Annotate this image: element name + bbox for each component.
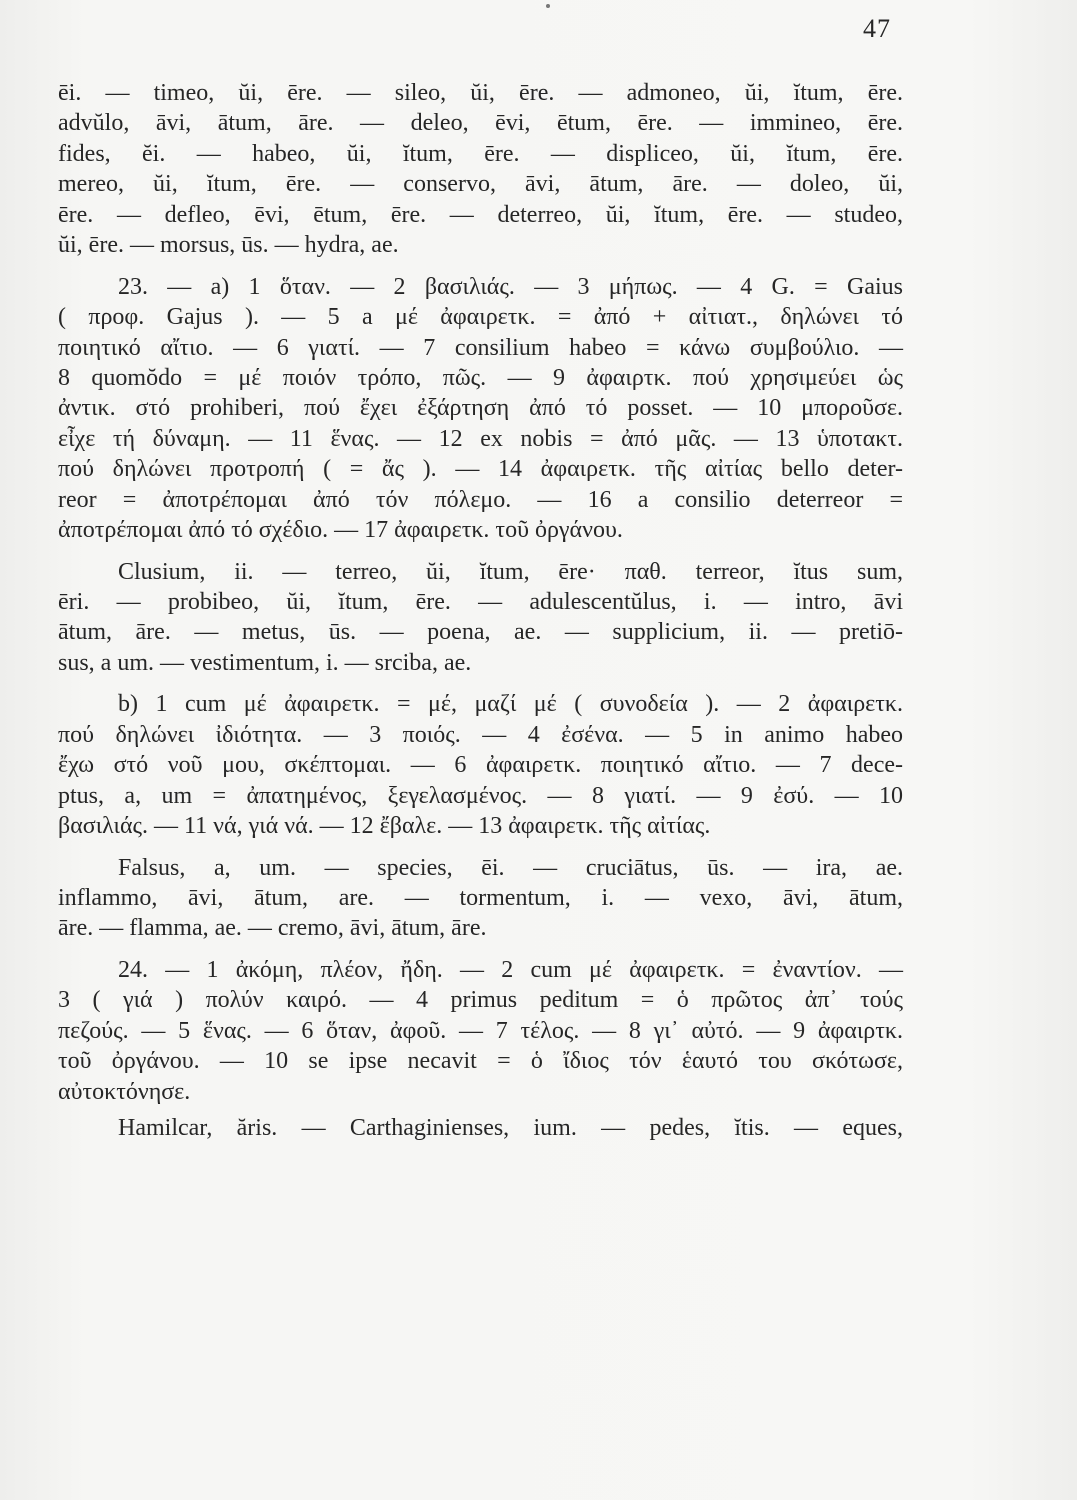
page-body	[58, 78, 903, 1143]
text-line: mereo, ŭi, ĭtum, ēre. — conservo, āvi, ātum, āre. — doleo, ŭi,	[58, 171, 903, 198]
text-line: 24. — 1 ἀκόμη, πλέον, ἤδη. — 2 cum μέ ἀφαιρετκ. = ἐναντίον. —	[118, 956, 903, 983]
text-line: ēi. — timeo, ŭi, ēre. — sileo, ŭi, ēre. — admoneo, ŭi, ĭtum, ēre.	[58, 80, 903, 106]
text-line: ποιητικό αἴτιο. — 6 γιατί. — 7 consilium habeo = κάνω συμβούλιο. —	[58, 334, 903, 361]
text-line: ēre. — defleo, ēvi, ētum, ēre. — deterreo, ŭi, ĭtum, ēre. — studeo,	[58, 201, 903, 228]
text-line: πού δηλώνει προτροπή ( = ἄς ). — 14 ἀφαιρετκ. τῆς αἰτίας bello deter-	[58, 456, 903, 483]
text-line: ἔχω στό νοῦ μου, σκέπτομαι. — 6 ἀφαιρετκ. ποιητικό αἴτιο. — 7 dece-	[58, 752, 903, 779]
paragraph-vocabulary-23b	[58, 853, 903, 944]
paragraph-notes-24	[58, 955, 903, 1107]
text-line: 23. — a) 1 ὅταν. — 2 βασιλιάς. — 3 μήπως. — 4 G. = Gaius	[118, 273, 903, 300]
page-number: 47	[863, 14, 891, 43]
paragraph-vocabulary-22	[58, 78, 903, 261]
paragraph-notes-23a	[58, 272, 903, 546]
text-line: εἶχε τή δύναμη. — 11 ἕνας. — 12 ex nobis = ἀπό μᾶς. — 13 ὑποτακτ.	[58, 425, 903, 452]
text-line: āre. — flamma, ae. — cremo, āvi, ātum, āre.	[58, 915, 487, 942]
text-line: βασιλιάς. — 11 νά, γιά νά. — 12 ἔβαλε. — 13 ἀφαιρετκ. τῆς αἰτίας.	[58, 813, 711, 840]
text-line: inflammo, āvi, ātum, are. — tormentum, i. — vexo, āvi, ātum,	[58, 884, 903, 911]
print-speck	[546, 4, 550, 8]
text-line: advŭlo, āvi, ātum, āre. — deleo, ēvi, ētum, ēre. — immineo, ēre.	[58, 110, 903, 137]
paragraph-notes-23b	[58, 689, 903, 841]
text-line: ἀντικ. στό prohiberi, πού ἔχει ἐξάρτηση ἀπό τό posset. — 10 μποροῦσε.	[58, 395, 903, 422]
text-line: 8 quomŏdo = μέ ποιόν τρόπο, πῶς. — 9 ἀφαιρτκ. πού χρησιμεύει ὡς	[58, 364, 903, 391]
paragraph-vocabulary-24	[58, 1113, 903, 1143]
text-line: sus, a um. — vestimentum, i. — srciba, ae.	[58, 649, 472, 676]
text-line: ŭi, ēre. — morsus, ūs. — hydra, ae.	[58, 232, 399, 259]
text-line: πού δηλώνει ἰδιότητα. — 3 ποιός. — 4 ἐσένα. — 5 in animo habeo	[58, 721, 903, 748]
text-line: τοῦ ὀργάνου. — 10 se ipse necavit = ὁ ἴδιος τόν ἑαυτό του σκότωσε,	[58, 1048, 903, 1075]
text-line: b) 1 cum μέ ἀφαιρετκ. = μέ, μαζί μέ ( συνοδεία ). — 2 ἀφαιρετκ.	[118, 691, 903, 718]
text-line: αὐτοκτόνησε.	[58, 1078, 191, 1105]
text-line: fides, ĕi. — habeo, ŭi, ĭtum, ēre. — displiceo, ŭi, ĭtum, ēre.	[58, 140, 903, 167]
text-line: ἀποτρέπομαι ἀπό τό σχέδιο. — 17 ἀφαιρετκ. τοῦ ὀργάνου.	[58, 517, 623, 544]
text-line: Clusium, ii. — terreo, ŭi, ĭtum, ēre· παθ. terreor, ĭtus sum,	[118, 558, 903, 585]
text-line: ēri. — probibeo, ŭi, ĭtum, ēre. — adulescentŭlus, i. — intro, āvi	[58, 589, 903, 615]
paragraph-vocabulary-23a	[58, 557, 903, 679]
text-line: ptus, a, um = ἀπατημένος, ξεγελασμένος. — 8 γιατί. — 9 ἐσύ. — 10	[58, 782, 903, 809]
text-line: reor = ἀποτρέπομαι ἀπό τόν πόλεμο. — 16 a consilio deterreor =	[58, 486, 903, 513]
text-line: πεζούς. — 5 ἕνας. — 6 ὅταν, ἀφοῦ. — 7 τέλος. — 8 γι᾽ αὐτό. — 9 ἀφαιρτκ.	[58, 1017, 903, 1044]
text-line: ( προφ. Gajus ). — 5 a μέ ἀφαιρετκ. = ἀπό + αἰτιατ., δηλώνει τό	[58, 304, 903, 331]
text-line: 3 ( γιά ) πολύν καιρό. — 4 primus peditum = ὁ πρῶτος ἀπ᾽ τούς	[58, 987, 903, 1014]
text-line: Falsus, a, um. — species, ēi. — cruciātus, ūs. — ira, ae.	[118, 854, 903, 881]
text-line: ātum, āre. — metus, ūs. — poena, ae. — supplicium, ii. — pretiō-	[58, 619, 903, 646]
text-line: Hamilcar, ăris. — Carthaginienses, ium. — pedes, ĭtis. — eques,	[118, 1115, 903, 1141]
